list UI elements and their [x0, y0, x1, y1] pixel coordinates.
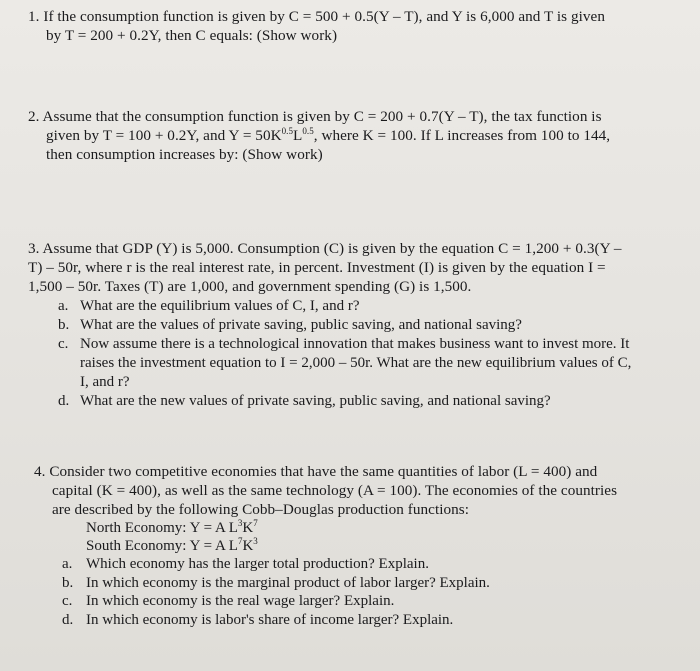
- q4-part-a-label: a.: [62, 556, 73, 572]
- q4-part-c-text: In which economy is the real wage larger? Explain.: [86, 593, 395, 609]
- q3-line-3: 1,500 – 50r. Taxes (T) are 1,000, and government spending (G) is 1,500.: [28, 278, 472, 295]
- q3-line-1: 3. Assume that GDP (Y) is 5,000. Consumption (C) is given by the equation C = 1,200 + 0.3(Y –: [28, 240, 622, 257]
- q3-part-d-label: d.: [58, 393, 70, 409]
- q1-line-2: by T = 200 + 0.2Y, then C equals: (Show work): [46, 27, 338, 44]
- q3-part-c-line-3: I, and r?: [80, 374, 130, 390]
- q4-line-2: capital (K = 400), as well as the same technology (A = 100). The economies of the countries: [52, 482, 618, 499]
- q3-part-c-label: c.: [58, 336, 69, 352]
- q3-part-c-line-2: raises the investment equation to I = 2,000 – 50r. What are the new equilibrium values of C,: [80, 355, 632, 371]
- q3-part-a-label: a.: [58, 298, 69, 314]
- q4-part-c-label: c.: [62, 593, 73, 609]
- q2-line-3: then consumption increases by: (Show work): [46, 146, 323, 163]
- q3-part-b-text: What are the values of private saving, public saving, and national saving?: [80, 317, 522, 333]
- q4-part-b-text: In which economy is the marginal product of labor larger? Explain.: [86, 575, 490, 591]
- q4-part-d-label: d.: [62, 612, 74, 628]
- q2-line-1: 2. Assume that the consumption function is given by C = 200 + 0.7(Y – T), the tax function is: [28, 108, 602, 125]
- q3-part-a-text: What are the equilibrium values of C, I, and r?: [80, 298, 360, 314]
- q3-part-d-text: What are the new values of private saving, public saving, and national saving?: [80, 393, 551, 409]
- q2-line-2: given by T = 100 + 0.2Y, and $Y = 50K^{0.5}L^{0.5}$, where K = 100. If L increases from 100 to 144,: [46, 126, 611, 144]
- q4-part-b-label: b.: [62, 575, 74, 591]
- q4-line-3: are described by the following Cobb–Douglas production functions:: [52, 501, 470, 518]
- q4-north-economy: North Economy: Y = A $L^3K^7$: [86, 518, 258, 536]
- q3-line-2: T) – 50r, where r is the real interest rate, in percent. Investment (I) is given by the equation I =: [28, 259, 606, 276]
- q4-south-economy: South Economy: Y = A $L^7K^3$: [86, 536, 258, 554]
- q4-part-a-text: Which economy has the larger total production? Explain.: [86, 556, 429, 572]
- q4-line-1: 4. Consider two competitive economies that have the same quantities of labor (L = 400) and: [34, 463, 598, 480]
- q3-part-b-label: b.: [58, 317, 70, 333]
- q1-line-1: 1. If the consumption function is given by C = 500 + 0.5(Y – T), and Y is 6,000 and T is given: [28, 8, 605, 25]
- q4-part-d-text: In which economy is labor's share of income larger? Explain.: [86, 612, 454, 628]
- q3-part-c-line-1: Now assume there is a technological innovation that makes business want to invest more. It: [80, 336, 630, 352]
